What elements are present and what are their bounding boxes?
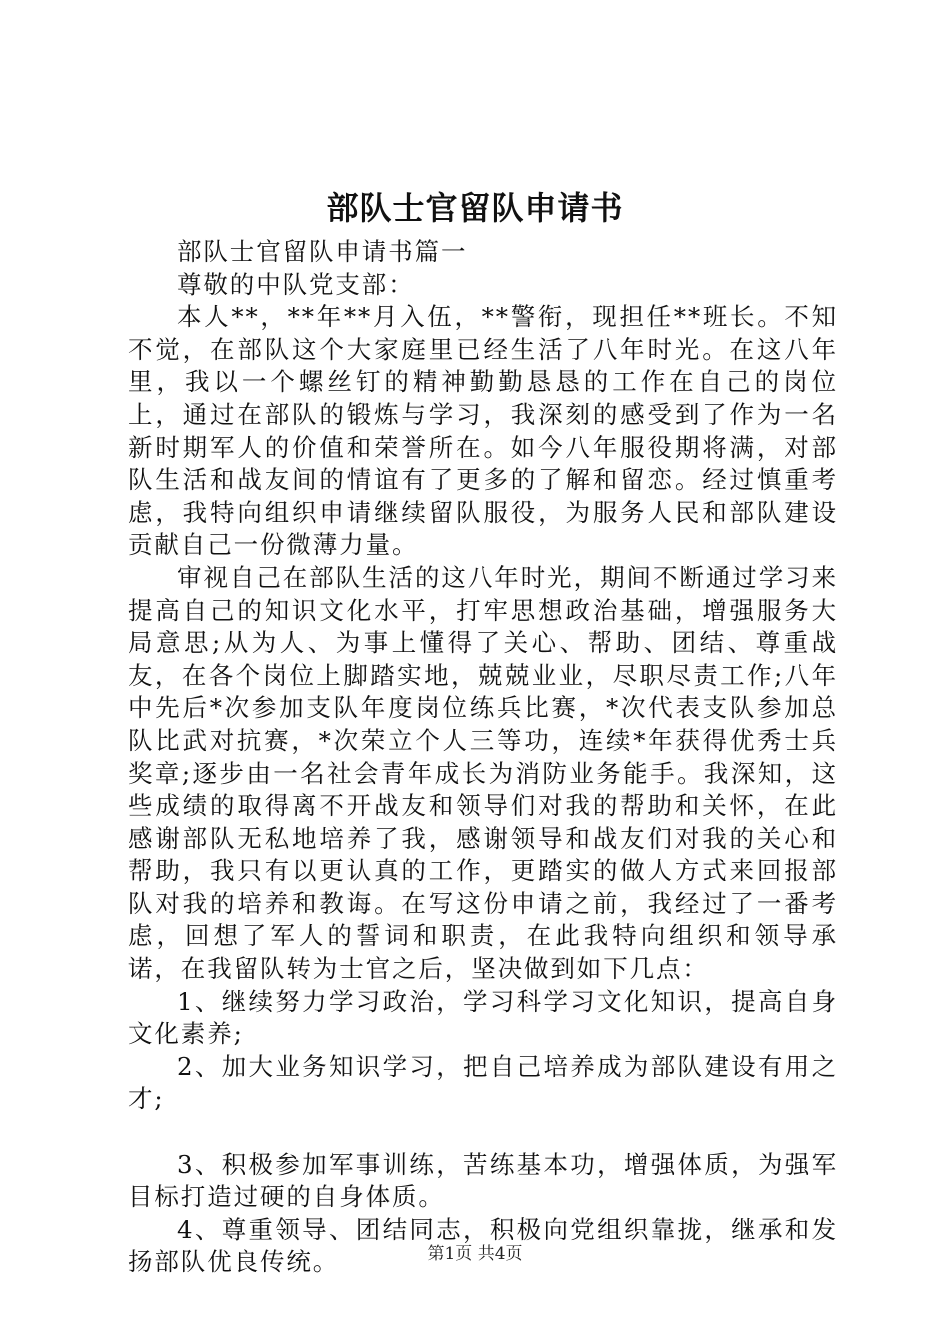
- list-item: 4、尊重领导、团结同志，积极向党组织靠拢，继承和发扬部队优良传统。: [128, 1214, 838, 1277]
- page-total: 共4页: [477, 1244, 523, 1264]
- body-paragraph: 本人**，**年**月入伍，**警衔，现担任**班长。不知不觉，在部队这个大家庭里已经生活了八年时光。在这八年里，我以一个螺丝钉的精神勤勤恳恳的工作在自己的岗位上，通过在部队的锻炼与学习，我深刻的感受到了作为一名新时期军人的价值和荣誉所在。如今八年服役期将满，对部队生活和战友间的情谊有了更多的了解和留恋。经过慎重考虑，我特向组织申请继续留队服役，为服务人民和部队建设贡献自己一份微薄力量。: [128, 302, 838, 560]
- page-footer: [0, 1242, 950, 1266]
- document-body: [128, 236, 838, 1279]
- list-item: 2、加大业务知识学习，把自己培养成为部队建设有用之才;: [128, 1051, 838, 1114]
- body-paragraph: 审视自己在部队生活的这八年时光，期间不断通过学习来提高自己的知识文化水平，打牢思想政治基础，增强服务大局意思;从为人、为事上懂得了关心、帮助、团结、尊重战友，在各个岗位上脚踏实地，兢兢业业，尽职尽责工作;八年中先后*次参加支队年度岗位练兵比赛，*次代表支队参加总队比武对抗赛，*次荣立个人三等功，连续*年获得优秀士兵奖章;逐步由一名社会青年成长为消防业务能手。我深知，这些成绩的取得离不开战友和领导们对我的帮助和关怀，在此感谢部队无私地培养了我，感谢领导和战友们对我的关心和帮助，我只有以更认真的工作，更踏实的做人方式来回报部队对我的培养和教诲。在写这份申请之前，我经过了一番考虑，回想了军人的誓词和职责，在此我特向组织和领导承诺，在我留队转为士官之后，坚决做到如下几点：: [128, 562, 838, 984]
- page-number: 第1页: [427, 1244, 473, 1264]
- section-heading: 部队士官留队申请书篇一: [177, 237, 468, 266]
- list-item: 1、继续努力学习政治，学习科学习文化知识，提高自身文化素养;: [128, 986, 838, 1049]
- salutation: 尊敬的中队党支部：: [177, 269, 415, 299]
- list-item: 3、积极参加军事训练，苦练基本功，增强体质，为强军目标打造过硬的自身体质。: [128, 1149, 838, 1212]
- document-title: 部队士官留队申请书: [326, 189, 624, 227]
